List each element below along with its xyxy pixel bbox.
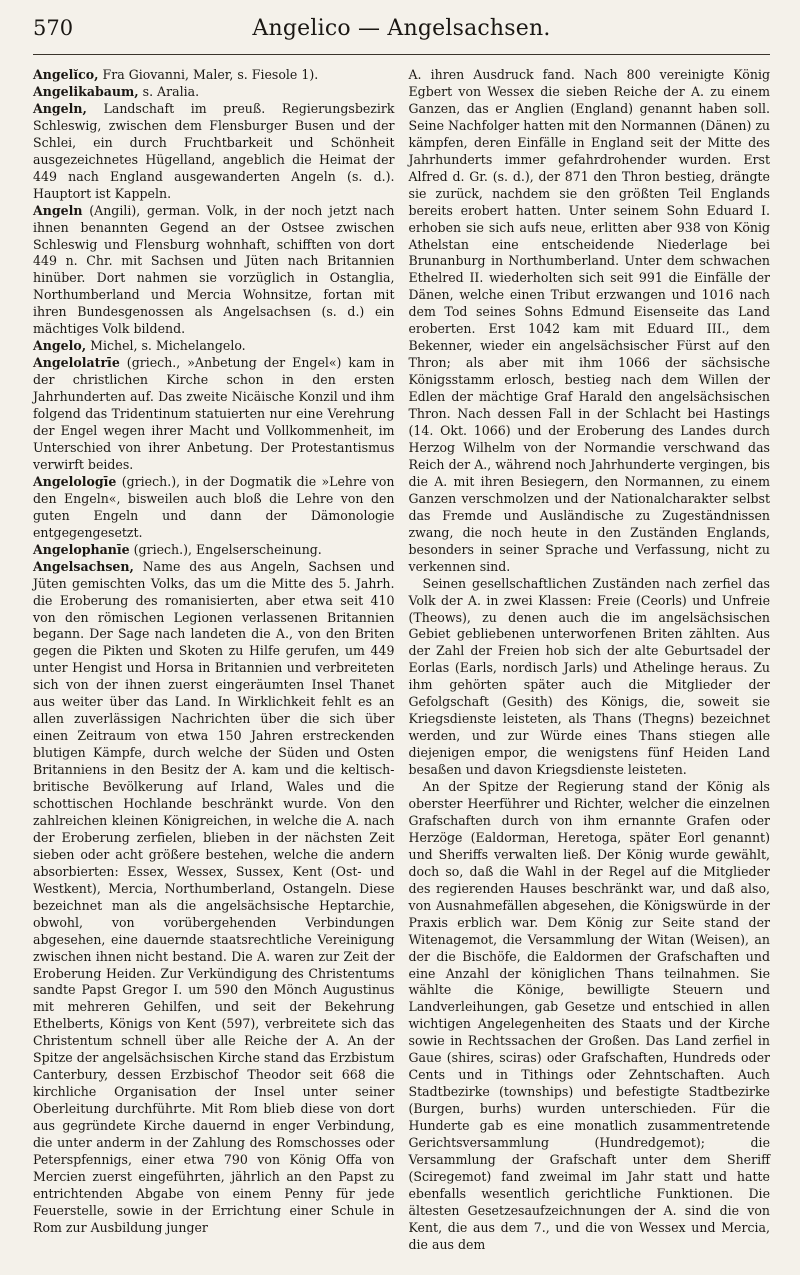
entry (33, 355, 395, 474)
entry-text: Name des aus Angeln, Sachsen und Jüten gemischten Volks, das um die Mitte des 5. Jahrh. die Eroberung des romanisierten, aber etwa seit 410 von den römischen Legionen verlassenen Britannien begann. Der Sage nach landeten die A., von den Briten gegen die Pikten und Skoten zu Hilfe gerufen, um 449 unter Hengist und Horsa in Britannien und verbreiteten sich von der ihnen zuerst eingeräumten Insel Thanet aus weiter über das Land. In Wirklichkeit fehlt es an allen zuverlässigen Nachrichten über die sich über einen Zeitraum von etwa 150 Jahren erstreckenden blutigen Kämpfe, durch welche der Süden und Osten Britanniens in den Besitz der A. kam und die keltisch-britische Bevölkerung auf Irland, Wales und die schottischen Hochlande beschränkt wurde. Von den zahlreichen kleinen Königreichen, in welche die A. nach der Eroberung zerfielen, blieben in der nächsten Zeit sieben oder acht größere bestehen, welche die andern absorbierten: Essex, Wessex, Sussex, Kent (Ost- und Westkent), Mercia, Northumberland, Ostangeln. Diese bezeichnet man als die angelsächsische Heptarchie, obwohl, von vorübergehenden Verbindungen abgesehen, eine dauernde staatsrechtliche Vereinigung zwischen ihnen nicht bestand. Die A. waren zur Zeit der Eroberung Heiden. Zur Verkündigung des Christentums sandte Papst Gregor I. um 590 den Mönch Augustinus mit mehreren Gehilfen, und seit der Bekehrung Ethelberts, Königs von Kent (597), verbreitete sich das Christentum schnell über alle Reiche der A. An der Spitze der angelsächsischen Kirche stand das Erzbistum Canterbury, dessen Erzbischof Theodor seit 668 die kirchliche Organisation der Insel unter seiner Oberleitung durchführte. Mit Rom blieb diese von dort aus gegründete Kirche dauernd in enger Verbindung, die unter anderm in der Zahlung des Romschosses oder Peterspfennigs, einer etwa 790 von König Offa von Mercien zuerst eingeführten, jährlich an den Papst zu entrichtenden Abgabe von einem Penny für jede Feuerstelle, sowie in der Errichtung einer Schule in Rom zur Ausbildung junger (33, 558, 395, 1235)
page-header (33, 16, 770, 55)
entry-text: (griech.), in der Dogmatik die »Lehre von den Engeln«, bisweilen auch bloß die Lehre von den guten Engeln und dann der Dämonologie entgegengesetzt. (33, 473, 395, 540)
paragraph: A. ihren Ausdruck fand. Nach 800 vereinigte König Egbert von Wessex die sieben Reiche der A. zu einem Ganzen, das er Anglien (England) genannt haben soll. Seine Nachfolger hatten mit den Normannen (Dänen) zu kämpfen, deren Einfälle in England seit der Mitte des Jahrhunderts immer gefahrdrohender wurden. Erst Alfred d. Gr. (s. d.), der 871 den Thron bestieg, drängte sie zurück, nachdem sie den größten Teil Englands bereits erobert hatten. Unter seinem Sohn Eduard I. erhoben sie sich aufs neue, erlitten aber 938 von König Athelstan eine entscheidende Niederlage bei Brunanburg in Northumberland. Unter dem schwachen Ethelred II. wiederholten sich seit 991 die Einfälle der Dänen, welche einen Tribut erzwangen und 1016 nach dem Tod seines Sohns Edmund Eisenseite das Land eroberten. Erst 1042 kam mit Eduard III., dem Bekenner, wieder ein angelsächsischer Fürst auf den Thron; als aber mit ihm 1066 der sächsische Königsstamm erlosch, bestieg nach dem Willen der Edlen der mächtige Graf Harald den angelsächsischen Thron. Nach dessen Fall in der Schlacht bei Hastings (14. Okt. 1066) und der Eroberung des Landes durch Herzog Wilhelm von der Normandie verschwand das Reich der A., während noch Jahrhunderte vergingen, bis die A. mit ihren Besiegern, den Normannen, zu einem Ganzen verschmolzen und der Nationalcharakter selbst das Fremde und Ausländische zu Zugeständnissen zwang, die noch heute in den Zuständen Englands, besonders in seiner Sprache und Verfassung, nicht zu verkennen sind. (408, 67, 771, 574)
entry-headword: Angelo, (33, 338, 87, 354)
entry-text: Fra Giovanni, Maler, s. Fiesole 1). (98, 67, 319, 82)
entry-headword: Angelĭco, (33, 67, 99, 82)
entry-headword: Angelsachsen, (33, 558, 134, 574)
entry (33, 474, 395, 542)
entry (33, 67, 395, 84)
right-column (409, 67, 771, 1254)
entry-headword: Angelolatrīe (33, 355, 120, 371)
entry (33, 559, 395, 1237)
running-title: Angelico — Angelsachsen. (252, 16, 551, 41)
entry (33, 542, 395, 559)
entry-text: Landschaft im preuß. Regierungsbezirk Schleswig, zwischen dem Flensburger Busen und der Schlei, ein durch Fruchtbarkeit und Schönheit ausgezeichnetes Hügelland, angeblich die Heimat der 449 nach England ausgewanderten Angeln (s. d.). Hauptort ist Kappeln. (33, 100, 395, 201)
entry (33, 101, 395, 203)
entry (33, 203, 395, 339)
text-columns (33, 67, 770, 1254)
entry-headword: Angelikabaum, (33, 83, 139, 99)
paragraph: An der Spitze der Regierung stand der König als oberster Heerführer und Richter, welcher die einzelnen Grafschaften durch von ihm ernannte Grafen oder Herzöge (Ealdorman, Heretoga, später Eorl genannt) und Sheriffs verwalten ließ. Der König wurde gewählt, doch so, daß die Wahl in der Regel auf die Mitglieder des regierenden Hauses beschränkt war, und daß also, von Ausnahmefällen abgesehen, die Königswürde in der Praxis erblich war. Dem König zur Seite stand der Witenagemot, die Versammlung der Witan (Weisen), an der die Bischöfe, die Ealdormen der Grafschaften und eine Anzahl der königlichen Thans teilnahmen. Sie wählte die Könige, bewilligte Steuern und Landverleihungen, gab Gesetze und entschied in allen wichtigen Angelegenheiten des Staats und der Kirche sowie in Rechtssachen der Großen. Das Land zerfiel in Gaue (shires, sciras) oder Grafschaften, Hundreds oder Cents und in Tithings oder Zehntschaften. Auch Stadtbezirke (townships) und befestigte Stadtbezirke (Burgen, burhs) wurden unterschieden. Für die Hunderte gab es eine monatlich zusammentretende Gerichtsversammlung (Hundredgemot); die Versammlung der Grafschaft unter dem Sheriff (Sciregemot) fand zweimal im Jahr statt und hatte ebenfalls wesentlich gerichtliche Funktionen. Die ältesten Gesetzesaufzeichnungen der A. sind die von Kent, die aus dem 7., und die von Wessex und Mercia, die aus dem (408, 779, 770, 1252)
entry (33, 84, 395, 101)
paragraph: Seinen gesellschaftlichen Zuständen nach zerfiel das Volk der A. in zwei Klassen: Freie (Ceorls) und Unfreie (Theows), zu denen auch die im angelsächsischen Gebiet gebliebenen unterworfenen Briten zählten. Aus der Zahl der Freien hob sich der alte Geburtsadel der Eorlas (Earls, nordisch Jarls) und Athelinge heraus. Zu ihm gehörten später auch die Mitglieder der Gefolgschaft (Gesith) des Königs, die, soweit sie Kriegsdienste leisteten, als Thans (Thegns) bezeichnet werden, und zur Würde eines Thans stiegen alle diejenigen empor, die wenigstens fünf Heiden Land besaßen und davon Kriegsdienste leisteten. (408, 575, 770, 778)
entry (33, 338, 395, 355)
entry-headword: Angeln (33, 202, 83, 218)
left-column (33, 67, 395, 1254)
entry-headword: Angeln, (33, 100, 87, 116)
entry-text: s. Aralia. (138, 83, 200, 99)
entry-text: (Angili), german. Volk, in der noch jetzt nach ihnen benannten Gegend an der Ostsee zwischen Schleswig und Flensburg wohnhaft, schifften von dort 449 n. Chr. mit Sachsen und Jüten nach Britannien hinüber. Dort nahmen sie vorzüglich in Ostanglia, Northumberland und Mercia Wohnsitze, fortan mit ihren Bundesgenossen als Angelsachsen (s. d.) ein mächtiges Volk bildend. (33, 202, 395, 337)
entry-headword: Angelologīe (33, 473, 117, 489)
entry-text: Michel, s. Michelangelo. (86, 338, 246, 354)
entry-text: (griech., »Anbetung der Engel«) kam in der christlichen Kirche schon in den ersten Jahrhunderten auf. Das zweite Nicäische Konzil und ihm folgend das Tridentinum statuierten nur eine Verehrung der Engel wegen ihrer Macht und Vollkommenheit, im Unterschied von ihrer Anbetung. Der Protestantismus verwirft beides. (33, 355, 395, 472)
entry-headword: Angelophanīe (33, 541, 130, 557)
page-number: 570 (33, 16, 74, 40)
entry-text: (griech.), Engelserscheinung. (129, 541, 322, 557)
